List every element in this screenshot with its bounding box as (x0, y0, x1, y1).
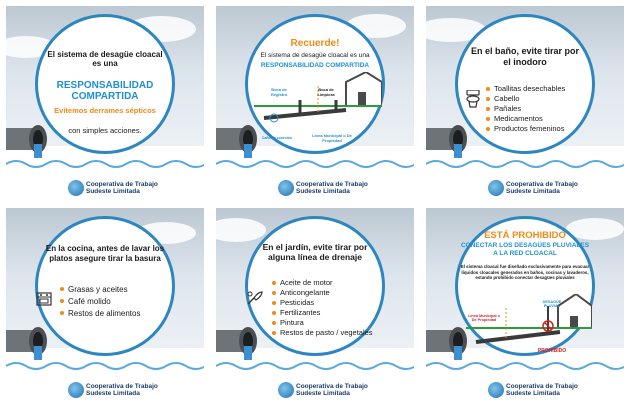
panel-recuerde (216, 6, 414, 200)
list-item: Toallitas desechables (486, 84, 586, 94)
water-wave (426, 360, 624, 372)
prohibido-body: El sistema cloacal fue diseñado exclusivamente para evacuar líquidos cloacales generados en baños, cocinas y lavaderos, estando prohibido conectar desagües pluviales (460, 264, 590, 280)
pipe-icon (426, 326, 470, 360)
list-item: Grasas y aceites (60, 284, 164, 296)
pipe-icon (426, 124, 470, 158)
label-prohibido: PROHIBIDO (537, 348, 567, 354)
panel-cocina (6, 208, 204, 402)
list-item: Restos de alimentos (60, 308, 164, 320)
logo-icon (278, 180, 294, 196)
panel-responsabilidad (6, 6, 204, 200)
list-item: Productos femeninos (486, 124, 586, 134)
org-logo-text: Cooperativa de Trabajo Sudeste Limitada (506, 383, 578, 397)
label-desague-pluvial: DESAGÜE PLUVIAL (542, 300, 562, 309)
recuerde-title: Recuerde! (290, 38, 340, 49)
highlight-text: RESPONSABILIDAD COMPARTIDA (260, 62, 370, 69)
water-wave (216, 360, 414, 372)
prohibido-subtitle: CONECTAR LOS DESAGÜES PLUVIALES A LA RED CLOACAL (460, 242, 590, 257)
pipe-icon (216, 124, 260, 158)
list-item: Pesticidas (272, 298, 382, 308)
pipe-icon (216, 326, 260, 360)
list-item: Restos de pasto / vegetales (272, 328, 382, 338)
sewer-diagram (254, 72, 382, 138)
list-item: Aceite de motor (272, 278, 382, 288)
label-linea-municipal: Línea Municipal o De Propiedad (468, 314, 500, 323)
intro-text: El sistema de desagüe cloacal es una (47, 50, 163, 68)
water-wave (6, 158, 204, 170)
water-wave (426, 158, 624, 170)
list-item: Fertilizantes (272, 308, 382, 318)
prohibited-connection-diagram (466, 294, 592, 354)
list-item: Medicamentos (486, 114, 586, 124)
logo-icon (68, 382, 84, 398)
orange-text: Evitemos derrames sépticos (54, 106, 156, 115)
prohibido-title: ESTÁ PROHIBIDO (484, 230, 566, 241)
list-item: Cabello (486, 94, 586, 104)
panel-bano (426, 6, 624, 200)
jardin-list (272, 278, 382, 338)
cocina-list (60, 284, 164, 320)
jardin-title: En el jardín, evite tirar por alguna línea de drenaje (262, 242, 368, 262)
label-boca-limpieza: Boca de Limpieza (317, 87, 335, 97)
highlight-text: RESPONSABILIDAD COMPARTIDA (56, 80, 154, 102)
actions-text: con simples acciones. (68, 126, 142, 135)
panel-jardin (216, 208, 414, 402)
intro-text: El sistema de desagüe cloacal es una (260, 52, 370, 59)
list-item: Café molido (60, 296, 164, 308)
water-wave (216, 158, 414, 170)
logo-icon (488, 180, 504, 196)
cocina-title: En la cocina, antes de lavar los platos asegure tirar la basura (45, 244, 165, 263)
water-wave (6, 360, 204, 372)
list-item: Anticongelante (272, 288, 382, 298)
logo-icon (488, 382, 504, 398)
bano-list (486, 84, 586, 134)
org-logo-text: Cooperativa de Trabajo Sudeste Limitada (296, 383, 368, 397)
stove-icon (36, 290, 52, 306)
pipe-icon (6, 124, 50, 158)
list-item: Pañales (486, 104, 586, 114)
logo-icon (68, 180, 84, 196)
org-logo-text: Cooperativa de Trabajo Sudeste Limitada (86, 181, 158, 195)
org-logo-text: Cooperativa de Trabajo Sudeste Limitada (86, 383, 158, 397)
label-linea-municipal: Línea Municipal o De Propiedad (312, 133, 352, 143)
panel-prohibido (426, 208, 624, 402)
toilet-icon (466, 90, 480, 108)
garden-tools-icon (246, 290, 264, 306)
logo-icon (278, 382, 294, 398)
label-cano: Caño de conexión (261, 136, 293, 140)
list-item: Pintura (272, 318, 382, 328)
label-boca-registro: Boca de Registro (270, 87, 288, 97)
org-logo-text: Cooperativa de Trabajo Sudeste Limitada (506, 181, 578, 195)
bano-title: En el baño, evite tirar por el inodoro (470, 46, 580, 67)
org-logo-text: Cooperativa de Trabajo Sudeste Limitada (296, 181, 368, 195)
pipe-icon (6, 326, 50, 360)
